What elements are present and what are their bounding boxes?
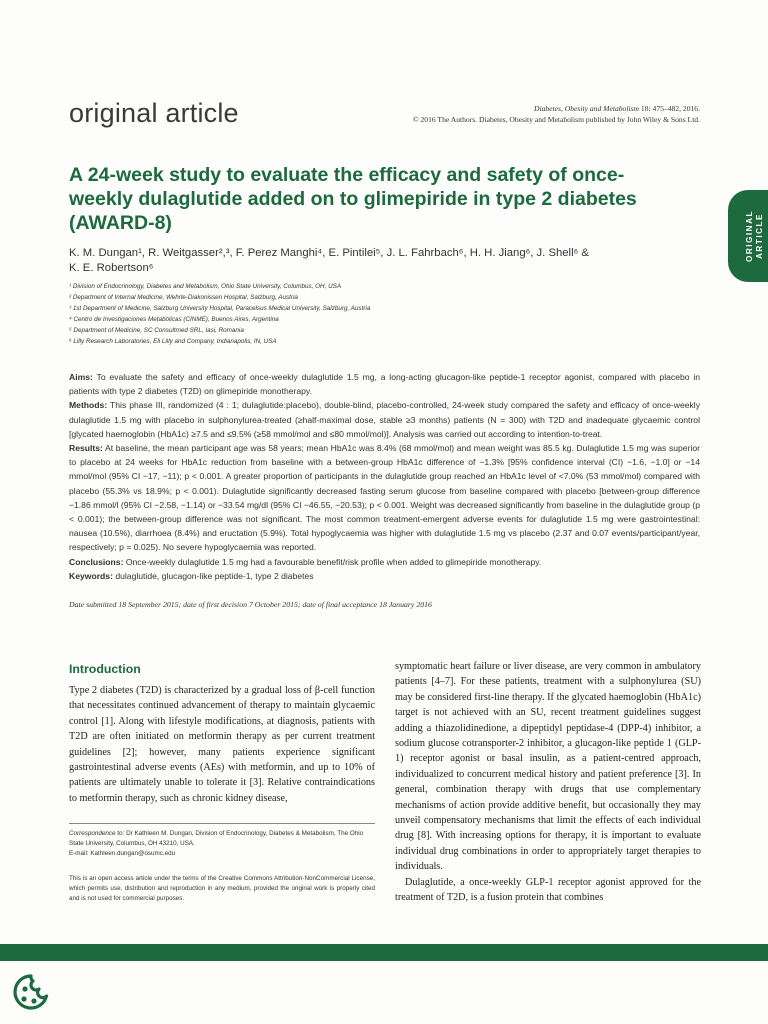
intro-paragraph-1: Type 2 diabetes (T2D) is characterized by a gradual loss of β-cell function that necessitates continued advancement of therapy to maintain glycaemic control [1]. Along with lifestyle modifications, at diagnosis, patients with T2D are often initiated on metformin therapy as per current treatment guidelines [2]; however, many patients experience significant gastrointestinal adverse events (AEs) with metformin, and up to 10% of patients are ultimately unable to tolerate it [3]. Relative contraindications to metformin therapy, such as chronic kidney disease, (69, 685, 375, 804)
abstract-aims-label: Aims: (69, 372, 93, 382)
footer-bar (0, 944, 768, 961)
side-tab-line1: ORIGINAL (745, 209, 754, 263)
abstract-results-label: Results: (69, 443, 103, 454)
abstract-results-text: At baseline, the mean participant age was 58 years; mean HbA1c was 8.4% (68 mmol/mol) and mean weight was 85.5 kg. Dulaglutide 1.5 mg was superior to placebo at 24 weeks for HbA1c reduction from baseline with a between-group HbA1c difference of −1.3% [95% confidence interval (CI) −1.6, −1.0] or −14 mmol/mol (95% CI −17, −11); p < 0.001. A greater proportion of participants in the dulaglutide group reached an HbA1c level of <7.0% (53 mmol/mol) compared with placebo (55.3% vs 18.9%; p < 0.001). Dulaglutide significantly decreased fasting serum glucose from baseline compared with placebo [between-group difference −1.86 mmol/l (95% CI −2.58, −1.14) or −33.54 mg/dl (95% CI −46.55, −20.53); p < 0.001. Weight was decreased significantly from baseline in the dulaglutide group (p < 0.001); the between-group difference was not significant. The most common treatment-emergent adverse events for dulaglutide 1.5 mg were gastrointestinal: nausea (10.5%), diarrhoea (8.4%) and eructation (5.9%). Total hypoglycaemia was higher with dulaglutide 1.5 mg vs placebo (2.37 and 0.07 events/participant/year, respectively; p = 0.025). No severe hypoglycaemia was reported. (69, 443, 700, 553)
section-label: original article (69, 98, 239, 128)
submission-dates: Date submitted 18 September 2015; date of first decision 7 October 2015; date of final acceptance 18 January 2016 (69, 600, 432, 609)
abstract-conclusions-text: Once-weekly dulaglutide 1.5 mg had a favourable benefit/risk profile when added to glimepiride monotherapy. (125, 556, 542, 567)
section-side-tab (728, 190, 768, 282)
license-note: This is an open access article under the terms of the Creative Commons Attribution-NonCommercial License, which permits use, distribution and reproduction in any medium, provided the original work is properly cited and is not used for commercial purposes. (69, 875, 375, 903)
author-line-2: K. E. Robertson⁶ (69, 262, 154, 274)
affiliation-1: ¹ Division of Endocrinology, Diabetes and Metabolism, Ohio State University, Columbus, OH, USA (69, 283, 342, 290)
abstract-conclusions (69, 555, 700, 569)
abstract (69, 370, 700, 583)
introduction-heading: Introduction (69, 662, 141, 676)
affiliation-6: ⁶ Lilly Research Laboratories, Eli Lilly and Company, Indianapolis, IN, USA (69, 337, 277, 345)
abstract-methods (69, 398, 700, 441)
author-list (69, 246, 709, 276)
right-column (395, 659, 701, 906)
side-tab-line2: ARTICLE (755, 213, 764, 259)
journal-info (335, 103, 700, 125)
left-column (69, 683, 375, 806)
intro-paragraph-3: Dulaglutide, a once-weekly GLP-1 receptor agonist approved for the treatment of T2D, is a fusion protein that combines (395, 876, 701, 904)
affiliation-4: ⁴ Centro de Investigaciones Metabólicas (CINME), Buenos Aires, Argentina (69, 315, 279, 323)
abstract-methods-label: Methods: (69, 400, 108, 411)
footnote-divider (69, 823, 375, 824)
abstract-keywords (69, 569, 700, 583)
journal-copyright: © 2016 The Authors. Diabetes, Obesity and Metabolism published by John Wiley & Sons Ltd. (412, 115, 700, 124)
affiliation-5: ⁵ Department of Medicine, SC Consultmed SRL, Iasi, Romania (69, 326, 244, 334)
correspondence (69, 829, 375, 860)
open-access-cookie-icon (11, 972, 51, 1012)
abstract-aims-text: To evaluate the safety and efficacy of once-weekly dulaglutide 1.5 mg, a long-acting glucagon-like peptide-1 receptor agonist, compared with placebo in patients with type 2 diabetes (T2D) on glimepiride monotherapy. (69, 372, 701, 397)
abstract-keywords-text: dulaglutide, glucagon-like peptide-1, type 2 diabetes (115, 570, 314, 581)
journal-citation: 18: 475–482, 2016. (640, 104, 700, 113)
correspondence-email[interactable]: E-mail: Kathleen.dungan@osumc.edu (69, 850, 176, 858)
abstract-methods-text: This phase III, randomized (4 : 1; dulaglutide:placebo), double-blind, placebo-controlled, 24-week study compared the safety and efficacy of once-weekly dulaglutide 1.5 mg with placebo in sulphonylurea-treated (≥half-maximal dose, stable ≥3 months) patients (N = 300) with T2D and inadequate glycaemic control [glycated haemoglobin (HbA1c) ≥7.5 and ≤9.5% (≥58 mmol/mol and ≤80 mmol/mol)]. Analysis was carried out according to intention-to-treat. (69, 400, 701, 439)
affiliation-2: ² Department of Internal Medicine, Wehrle-Diakonissen Hospital, Salzburg, Austria (69, 293, 298, 301)
abstract-results (69, 441, 700, 555)
author-line-1: K. M. Dungan¹, R. Weitgasser²,³, F. Perez Manghi⁴, E. Pintilei⁵, J. L. Fahrbach⁶, H. H. Jiang⁶, J. Shell⁶ & (69, 247, 589, 259)
correspondence-text: Dr Kathleen M. Dungan, Division of Endocrinology, Diabetes & Metabolism, The Ohio State University, Columbus, OH 43210, USA. (69, 830, 364, 848)
abstract-keywords-label: Keywords: (69, 570, 113, 581)
intro-paragraph-2: symptomatic heart failure or liver disease, are very common in ambulatory patients [4–7]. For these patients, treatment with a sulphonylurea (SU) may be considered first-line therapy. If the glycated haemoglobin (HbA1c) target is not achieved with an SU, recent treatment guidelines suggest adding a thiazolidinedione, a dipeptidyl peptidase-4 (DPP-4) inhibitor, a sodium glucose cotransporter-2 inhibitor, a glucagon-like peptide 1 (GLP-1) receptor agonist or basal insulin, as a patient-centred approach, individualized to concurrent medical history and patient preference [3]. In general, combination therapy with drugs that use complementary mechanisms of action provide additive benefit, but occasionally they may unveil compensatory mechanisms that limit the effects of each individual drug [8]. With increasing options for therapy, it is important to evaluate individual drug combinations in order to appropriately target therapies to individuals. (395, 661, 701, 873)
affiliation-3: ³ 1st Department of Medicine, Salzburg University Hospital, Paracelsus Medical University, Salzburg, Austria (69, 304, 371, 312)
abstract-aims (69, 370, 700, 398)
article-title: A 24-week study to evaluate the efficacy and safety of once-weekly dulaglutide added on to glimepiride in type 2 diabetes (AWARD-8) (69, 164, 637, 234)
journal-name: Diabetes, Obesity and Metabolism (533, 104, 640, 113)
affiliations (69, 282, 669, 347)
abstract-conclusions-label: Conclusions: (69, 556, 124, 567)
correspondence-label: Correspondence to: (69, 830, 125, 837)
